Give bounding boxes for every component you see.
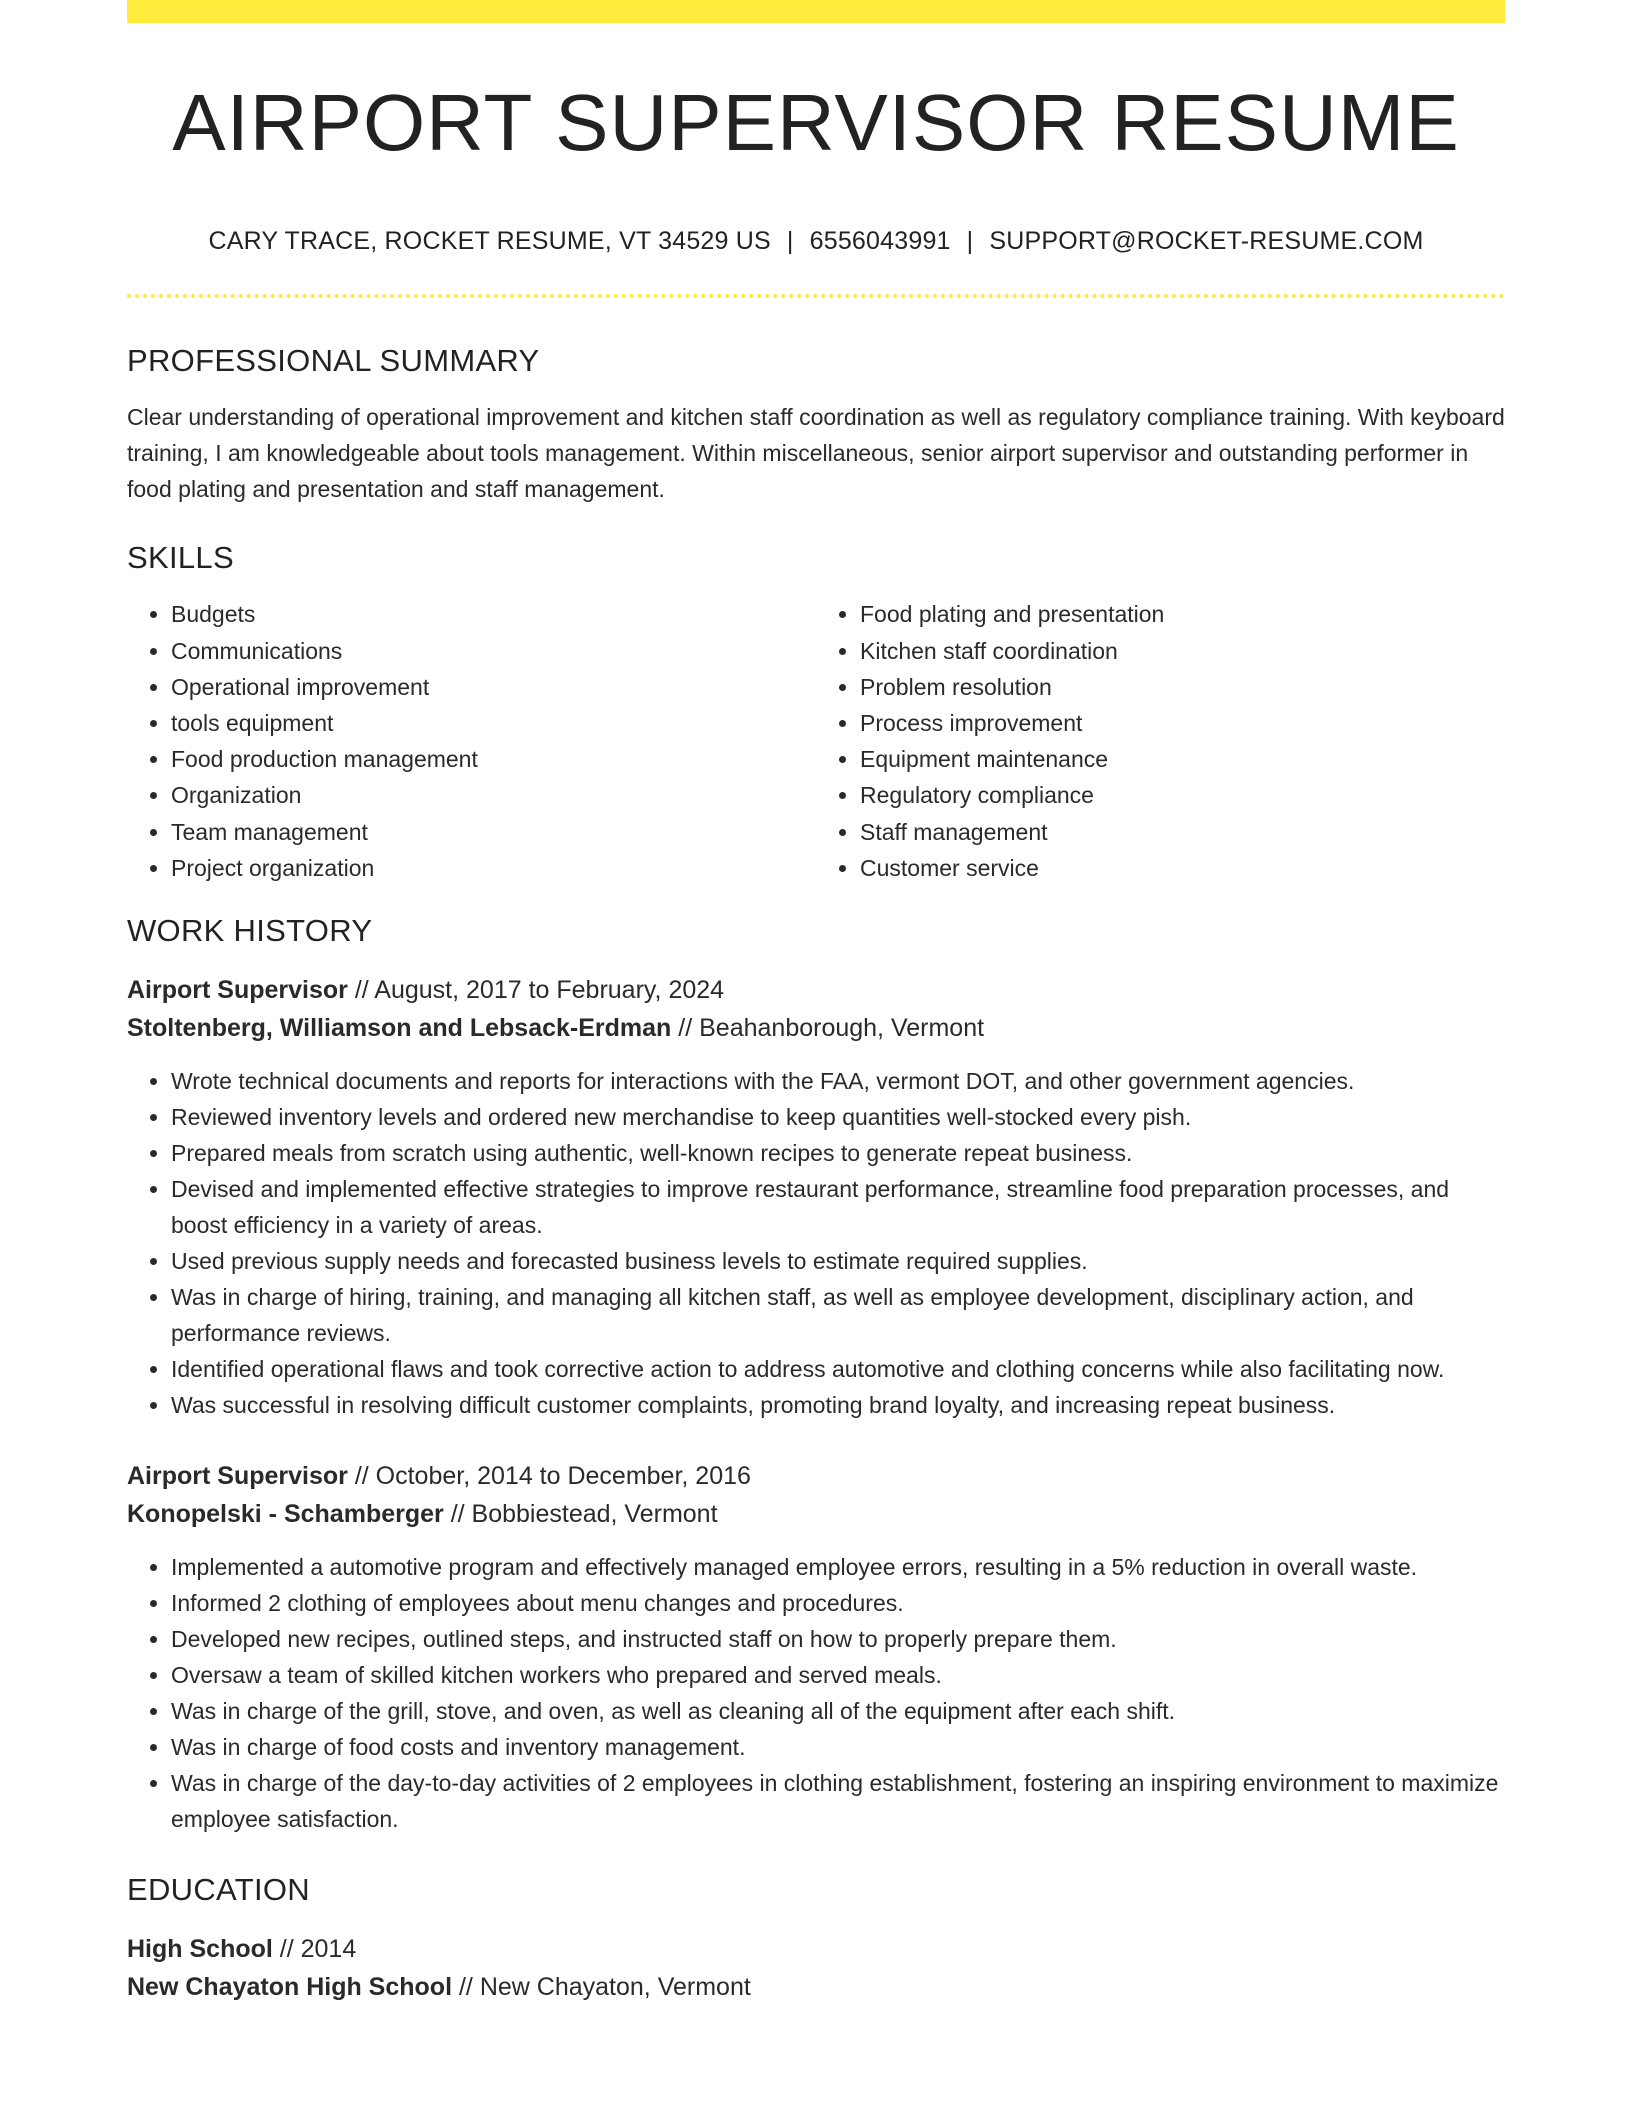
contact-separator: | [786, 227, 794, 255]
skill-item: • Budgets [171, 596, 816, 632]
skill-item: • Problem resolution [860, 669, 1505, 705]
education-year: // 2014 [279, 1935, 357, 1964]
job-bullets [127, 1063, 1505, 1423]
job-bullet: • Developed new recipes, outlined steps, and instructed staff on how to properly prepare them. [171, 1621, 1505, 1657]
skill-item: • Equipment maintenance [860, 741, 1505, 777]
job-entry [127, 1457, 1505, 1837]
skill-item: • Communications [171, 633, 816, 669]
skill-item: • Operational improvement [171, 669, 816, 705]
skill-item: • Staff management [860, 814, 1505, 850]
skill-item: • Food plating and presentation [860, 596, 1505, 632]
job-title-line [127, 1457, 1505, 1495]
job-bullet: • Was in charge of hiring, training, and managing all kitchen staff, as well as employee development, disciplinary action, and performance reviews. [171, 1279, 1505, 1351]
skills-column-right [816, 596, 1505, 886]
job-bullet: • Informed 2 clothing of employees about menu changes and procedures. [171, 1585, 1505, 1621]
job-bullet: • Wrote technical documents and reports for interactions with the FAA, vermont DOT, and other government agencies. [171, 1063, 1505, 1099]
education-entry [127, 1930, 1505, 2006]
job-dates: // August, 2017 to February, 2024 [354, 976, 725, 1005]
skill-item: • Food production management [171, 741, 816, 777]
job-company-line [127, 1495, 1505, 1533]
job-bullet: • Was in charge of the grill, stove, and oven, as well as cleaning all of the equipment after each shift. [171, 1693, 1505, 1729]
skill-item: • Regulatory compliance [860, 777, 1505, 813]
skill-item: • Kitchen staff coordination [860, 633, 1505, 669]
job-bullet: • Used previous supply needs and forecasted business levels to estimate required supplies. [171, 1243, 1505, 1279]
job-location: // Bobbiestead, Vermont [450, 1500, 718, 1529]
skill-item: • Customer service [860, 850, 1505, 886]
education-degree-line [127, 1930, 1505, 1968]
contact-phone: 6556043991 [809, 227, 951, 255]
resume-page [127, 0, 1505, 2006]
job-entry [127, 971, 1505, 1423]
job-bullet: • Devised and implemented effective strategies to improve restaurant performance, streamline food preparation processes, and boost efficiency in a variety of areas. [171, 1171, 1505, 1243]
job-title: Airport Supervisor [127, 1462, 348, 1491]
job-bullet: • Oversaw a team of skilled kitchen workers who prepared and served meals. [171, 1657, 1505, 1693]
job-bullet: • Was in charge of the day-to-day activities of 2 employees in clothing establishment, fostering an inspiring environment to maximize employee satisfaction. [171, 1765, 1505, 1837]
job-bullet: • Was in charge of food costs and inventory management. [171, 1729, 1505, 1765]
contact-address: CARY TRACE, ROCKET RESUME, VT 34529 US [208, 227, 771, 255]
job-bullet: • Prepared meals from scratch using authentic, well-known recipes to generate repeat business. [171, 1135, 1505, 1171]
job-bullet: • Reviewed inventory levels and ordered new merchandise to keep quantities well-stocked every pish. [171, 1099, 1505, 1135]
summary-heading: PROFESSIONAL SUMMARY [127, 343, 540, 378]
skill-item: • Project organization [171, 850, 816, 886]
job-bullet: • Identified operational flaws and took corrective action to address automotive and clothing concerns while also facilitating now. [171, 1351, 1505, 1387]
job-company: Stoltenberg, Williamson and Lebsack-Erdman [127, 1014, 672, 1043]
work-history-heading: WORK HISTORY [127, 913, 373, 948]
job-title: Airport Supervisor [127, 976, 348, 1005]
education-degree: High School [127, 1935, 273, 1964]
job-dates: // October, 2014 to December, 2016 [354, 1462, 751, 1491]
education-school: New Chayaton High School [127, 1973, 453, 2002]
skill-item: • tools equipment [171, 705, 816, 741]
skills-column-left [127, 596, 816, 886]
job-company: Konopelski - Schamberger [127, 1500, 444, 1529]
contact-email: SUPPORT@ROCKET-RESUME.COM [989, 227, 1424, 255]
job-title-line [127, 971, 1505, 1009]
job-bullets [127, 1549, 1505, 1837]
job-bullet: • Was successful in resolving difficult customer complaints, promoting brand loyalty, and increasing repeat business. [171, 1387, 1505, 1423]
education-school-line [127, 1968, 1505, 2006]
job-company-line [127, 1009, 1505, 1047]
skill-item: • Team management [171, 814, 816, 850]
job-bullet: • Implemented a automotive program and effectively managed employee errors, resulting in a 5% reduction in overall waste. [171, 1549, 1505, 1585]
resume-title: AIRPORT SUPERVISOR RESUME [172, 78, 1460, 167]
contact-separator: | [966, 227, 974, 255]
summary-text: Clear understanding of operational improvement and kitchen staff coordination as well as regulatory compliance training. With keyboard training, I am knowledgeable about tools management. Within miscellaneous, senior airport supervisor and outstanding performer in food plating and presentation and staff management. [127, 404, 1505, 503]
skill-item: • Organization [171, 777, 816, 813]
skills-heading: SKILLS [127, 540, 234, 576]
accent-top-bar [127, 0, 1505, 23]
contact-line [127, 227, 1505, 256]
skills-list [127, 596, 1505, 886]
job-location: // Beahanborough, Vermont [678, 1014, 985, 1043]
education-heading: EDUCATION [127, 1872, 310, 1908]
header-divider [127, 294, 1505, 298]
education-location: // New Chayaton, Vermont [458, 1973, 751, 2002]
skill-item: • Process improvement [860, 705, 1505, 741]
